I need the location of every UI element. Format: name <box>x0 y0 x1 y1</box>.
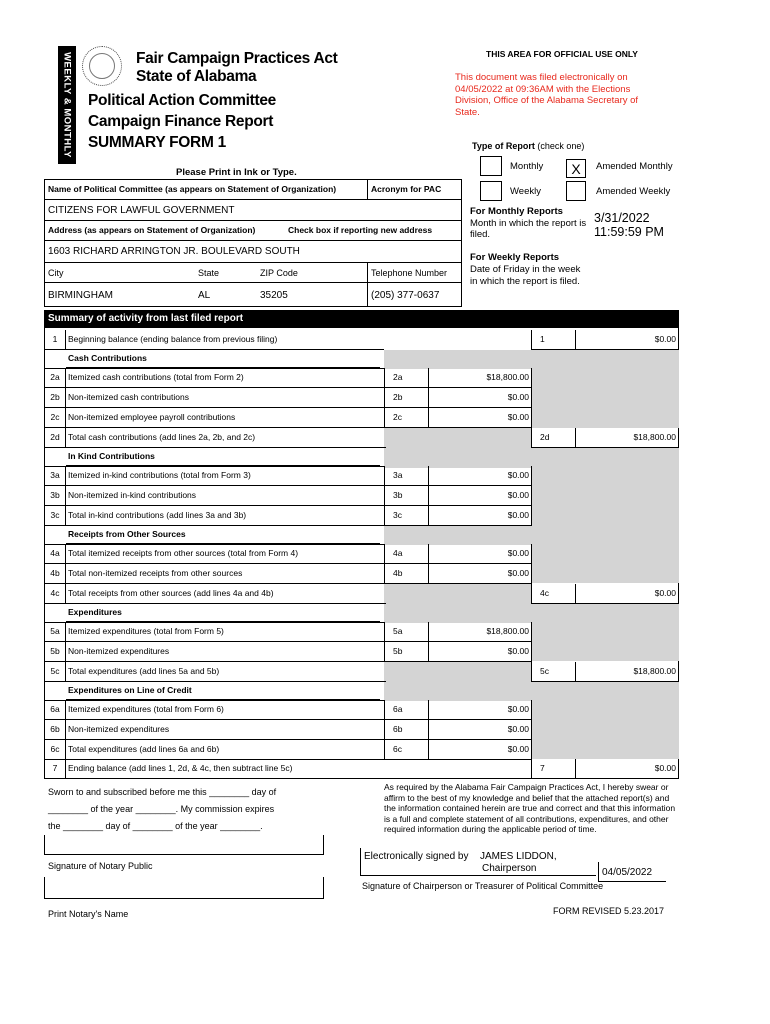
report-title: Campaign Finance Report <box>88 113 274 130</box>
signature-caption: Signature of Chairperson or Treasurer of Political Committee <box>362 881 604 891</box>
weekly-label: Weekly <box>510 186 541 197</box>
form-title: SUMMARY FORM 1 <box>88 134 226 151</box>
summary-line-6a: 6a Itemized expenditures (total from Form 6) 6a $0.00 <box>44 700 679 720</box>
zip-value[interactable]: 35205 <box>260 290 288 301</box>
amended-weekly-checkbox[interactable] <box>566 181 586 201</box>
weekly-reports-text: Date of Friday in the week in which the report is filed. <box>470 264 581 287</box>
summary-line-5c: 5c Total expenditures (add lines 5a and 5b) 5c $18,800.00 <box>44 662 679 682</box>
summary-line-4b: 4b Total non-itemized receipts from other sources 4b $0.00 <box>44 564 679 584</box>
filing-notice: This document was filed electronically on 04/05/2022 at 09:36AM with the Elections Division, Office of the Alabama Secretary of State. <box>455 72 639 118</box>
report-type-title: Type of Report (check one) <box>472 141 585 151</box>
state-label: State <box>198 268 220 278</box>
summary-line-6b: 6b Non-itemized expenditures 6b $0.00 <box>44 720 679 740</box>
acronym-label: Acronym for PAC <box>371 184 442 194</box>
notary-signature-label: Signature of Notary Public <box>48 861 153 871</box>
form-revised: FORM REVISED 5.23.2017 <box>553 906 665 916</box>
signer-title: Chairperson <box>482 863 537 874</box>
committee-name[interactable]: CITIZENS FOR LAWFUL GOVERNMENT <box>48 205 235 216</box>
state-seal-icon <box>82 46 122 86</box>
summary-line-1: 1 Beginning balance (ending balance from previous filing) 1 $0.00 <box>44 330 679 350</box>
in-kind-contributions-header: In Kind Contributions <box>66 447 380 466</box>
summary-line-3a: 3a Itemized in-kind contributions (total from Form 3) 3a $0.00 <box>44 466 679 486</box>
expenditures-header: Expenditures <box>66 603 380 622</box>
report-date: 3/31/2022 <box>594 211 650 225</box>
summary-line-2c: 2c Non-itemized employee payroll contributions 2c $0.00 <box>44 408 679 428</box>
summary-line-4a: 4a Total itemized receipts from other sources (total from Form 4) 4a $0.00 <box>44 544 679 564</box>
notary-signature-field[interactable] <box>44 835 324 855</box>
notary-sworn-text: Sworn to and subscribed before me this ________ day of ________ of the year ________. My commission expires the ________ day of ________ of the year ________. <box>48 787 277 831</box>
weekly-reports-title: For Weekly Reports <box>470 252 560 263</box>
city-value[interactable]: BIRMINGHAM <box>48 290 113 301</box>
summary-header: Summary of activity from last filed report <box>44 310 679 328</box>
summary-line-6c: 6c Total expenditures (add lines 6a and 6b) 6c $0.00 <box>44 740 679 760</box>
summary-line-3c: 3c Total in-kind contributions (add lines 3a and 3b) 3c $0.00 <box>44 506 679 526</box>
address-value[interactable]: 1603 RICHARD ARRINGTON JR. BOULEVARD SOUTH <box>48 246 300 257</box>
cash-contributions-header: Cash Contributions <box>66 349 380 368</box>
phone-value[interactable]: (205) 377-0637 <box>371 290 440 301</box>
state-value[interactable]: AL <box>198 290 211 301</box>
summary-line-5a: 5a Itemized expenditures (total from Form 5) 5a $18,800.00 <box>44 622 679 642</box>
sign-date: 04/05/2022 <box>602 867 653 878</box>
certification-text: As required by the Alabama Fair Campaign Practices Act, I hereby swear or affirm to the best of my knowledge and belief that the attached report(s) and the information contained herein are true and correct and that this information is a full and complete statement of all contributions, expenditures, and other required information during the applicable period of time. <box>384 782 676 834</box>
signer-name: JAMES LIDDON, <box>480 851 557 862</box>
new-address-checkbox-label[interactable]: Check box if reporting new address <box>288 225 433 235</box>
amended-monthly-checkbox[interactable]: X <box>566 159 586 178</box>
summary-line-4c: 4c Total receipts from other sources (add lines 4a and 4b) 4c $0.00 <box>44 584 679 604</box>
monthly-reports-text: Month in which the report is filed. <box>470 218 587 240</box>
monthly-label: Monthly <box>510 161 544 172</box>
monthly-checkbox[interactable] <box>480 156 502 176</box>
summary-line-7: 7 Ending balance (add lines 1, 2d, & 4c, then subtract line 5c) 7 $0.00 <box>44 759 679 779</box>
summary-line-2a: 2a Itemized cash contributions (total from Form 2) 2a $18,800.00 <box>44 368 679 388</box>
report-time: 11:59:59 PM <box>594 225 664 239</box>
amended-weekly-label: Amended Weekly <box>596 186 671 197</box>
monthly-reports-title: For Monthly Reports <box>470 206 563 217</box>
notary-name-field[interactable] <box>44 877 324 899</box>
city-label: City <box>48 268 64 278</box>
committee-type-title: Political Action Committee <box>88 92 276 109</box>
zip-label: ZIP Code <box>260 268 298 278</box>
summary-line-3b: 3b Non-itemized in-kind contributions 3b $0.00 <box>44 486 679 506</box>
notary-name-label: Print Notary's Name <box>48 909 129 919</box>
print-instruction: Please Print in Ink or Type. <box>176 167 297 178</box>
signer <box>480 851 557 875</box>
weekly-monthly-banner: WEEKLY & MONTHLY <box>58 46 76 164</box>
phone-label: Telephone Number <box>371 268 448 278</box>
amended-monthly-label: Amended Monthly <box>596 161 673 172</box>
receipts-other-sources-header: Receipts from Other Sources <box>66 525 380 544</box>
summary-line-2b: 2b Non-itemized cash contributions 2b $0.00 <box>44 388 679 408</box>
official-use-label: THIS AREA FOR OFFICIAL USE ONLY <box>486 49 638 59</box>
committee-name-label: Name of Political Committee (as appears on Statement of Organization) <box>48 184 337 194</box>
weekly-checkbox[interactable] <box>480 181 502 201</box>
address-label: Address (as appears on Statement of Organization) <box>48 225 256 235</box>
line-of-credit-header: Expenditures on Line of Credit <box>66 681 380 700</box>
act-title: Fair Campaign Practices Act <box>136 50 338 67</box>
esign-label: Electronically signed by <box>364 851 469 862</box>
summary-line-5b: 5b Non-itemized expenditures 5b $0.00 <box>44 642 679 662</box>
state-title: State of Alabama <box>136 68 257 85</box>
summary-line-2d: 2d Total cash contributions (add lines 2a, 2b, and 2c) 2d $18,800.00 <box>44 428 679 448</box>
